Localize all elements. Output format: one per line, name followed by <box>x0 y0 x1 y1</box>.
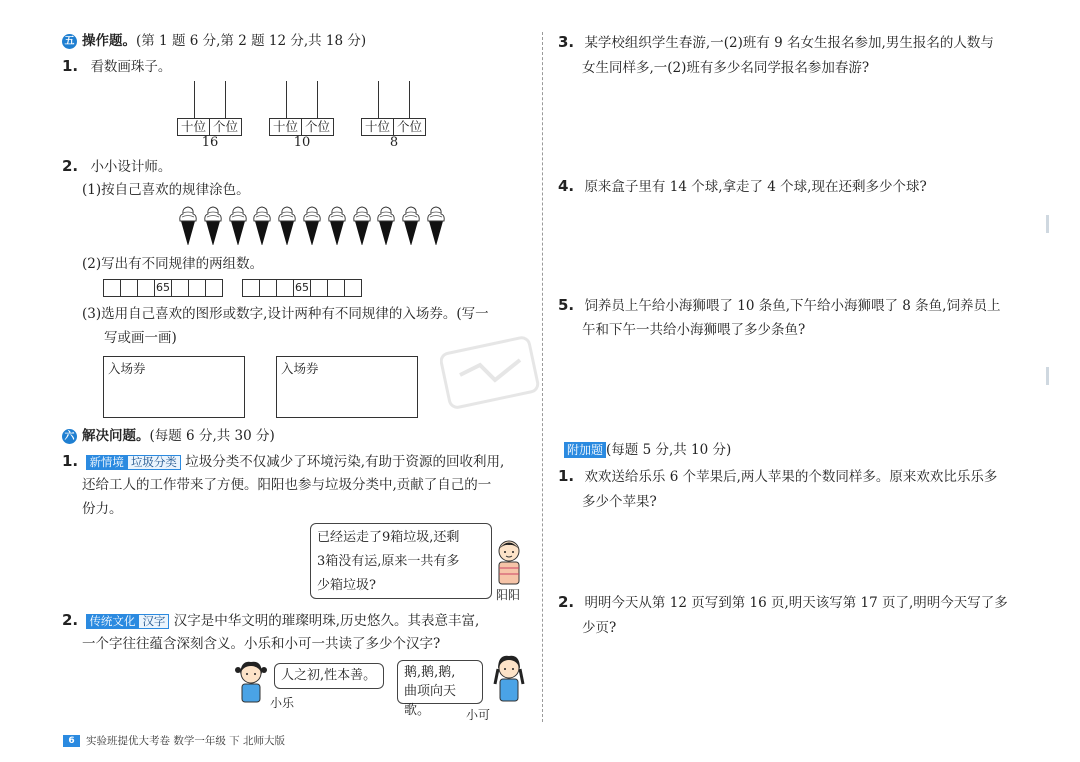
ice-cream-cone-icon[interactable] <box>376 205 396 245</box>
q5-1-number: 1. <box>62 57 79 75</box>
watermark-stamp-icon <box>440 330 540 420</box>
person-name-xiaoke: 小可 <box>466 708 491 722</box>
bonus-tag: 附加题 <box>564 442 606 458</box>
abacus-rod-tens <box>378 81 379 118</box>
bonus-header <box>564 440 731 460</box>
ice-cream-cone-icon[interactable] <box>178 205 198 245</box>
bonus-1-line1 <box>558 466 997 487</box>
section-6-badge: 六 <box>62 429 77 444</box>
q5-2-part2: (2)写出有不同规律的两组数。 <box>82 256 264 272</box>
bubble-line: 鹅,鹅,鹅, <box>404 665 456 680</box>
number-row-2 <box>242 279 362 297</box>
boy-figure-icon <box>492 538 526 590</box>
q6-2-line1 <box>62 610 479 631</box>
q6-4-line1 <box>558 176 927 197</box>
girl-figure-icon <box>233 660 269 706</box>
speech-bubble-xiaole <box>274 663 384 689</box>
q6-1-number: 1. <box>62 452 79 470</box>
bonus-2-text-line1: 明明今天从第 12 页写到第 16 页,明天该写第 17 页了,明明今天写了多 <box>584 595 1008 611</box>
abacus-rod-tens <box>194 81 195 118</box>
ice-cream-cone-icon[interactable] <box>277 205 297 245</box>
speech-bubble-xiaoke <box>397 660 483 718</box>
number-cell[interactable] <box>276 280 293 296</box>
ticket-box-1[interactable] <box>103 356 245 418</box>
abacus-number: 8 <box>389 135 399 150</box>
speech-bubble-yangyang <box>310 523 492 599</box>
number-row-1 <box>103 279 223 297</box>
footer-book-title: 实验班提优大考卷 数学一年级 下 北师大版 <box>86 735 286 747</box>
q5-2-text: 小小设计师。 <box>90 159 172 175</box>
abacus-base <box>177 118 242 136</box>
abacus-16[interactable] <box>177 71 243 155</box>
number-cell[interactable] <box>327 280 344 296</box>
q6-3-text-line1: 某学校组织学生春游,一(2)班有 9 名女生报名参加,男生报名的人数与 <box>584 35 994 51</box>
q6-2-text-line2: 一个字往往蕴含深刻含义。小乐和小可一共读了多少个汉字? <box>82 636 441 652</box>
abacus-tens-label: 十位 <box>180 119 206 134</box>
q6-3-line1 <box>558 32 994 53</box>
bubble-line: 3箱没有运,原来一共有多 <box>317 554 460 569</box>
number-cell[interactable] <box>188 280 205 296</box>
bubble-line: 人之初,性本善。 <box>281 668 377 683</box>
ice-cream-cone-icon[interactable] <box>302 205 322 245</box>
q6-4-number: 4. <box>558 177 575 195</box>
ticket-label: 入场券 <box>108 361 146 376</box>
ice-cream-cone-icon[interactable] <box>352 205 372 245</box>
number-cell[interactable] <box>171 280 188 296</box>
number-cell[interactable] <box>259 280 276 296</box>
bonus-2-line1 <box>558 592 1008 613</box>
q6-2-number: 2. <box>62 611 79 629</box>
binding-mark <box>1046 215 1049 233</box>
section-5-title: 操作题。 <box>82 33 136 49</box>
ice-cream-cone-icon[interactable] <box>252 205 272 245</box>
girl-figure-icon <box>490 654 528 704</box>
person-name-xiaole: 小乐 <box>270 696 295 710</box>
q5-1 <box>62 56 171 77</box>
abacus-10[interactable] <box>269 71 335 155</box>
number-cell[interactable] <box>243 280 259 296</box>
number-cell[interactable] <box>344 280 361 296</box>
abacus-base <box>269 118 334 136</box>
number-cell[interactable] <box>137 280 154 296</box>
abacus-tens-label: 十位 <box>364 119 390 134</box>
section-6-header <box>82 426 275 446</box>
q6-1-text-line1: 垃圾分类不仅减少了环境污染,有助于资源的回收利用, <box>185 454 505 470</box>
bonus-1-text-line1: 欢欢送给乐乐 6 个苹果后,两人苹果的个数同样多。原来欢欢比乐乐多 <box>584 469 998 485</box>
number-cell[interactable]: 65 <box>156 281 170 294</box>
q6-5-number: 5. <box>558 296 575 314</box>
abacus-ones-label: 个位 <box>393 119 425 135</box>
q5-2-part1: (1)按自己喜欢的规律涂色。 <box>82 182 250 198</box>
number-cell[interactable] <box>120 280 137 296</box>
bubble-line: 少箱垃圾? <box>317 578 376 593</box>
bubble-line: 已经运走了9箱垃圾,还剩 <box>317 530 460 545</box>
q6-1-text-line2: 还给工人的工作带来了方便。阳阳也参与垃圾分类中,贡献了自己的一 <box>82 477 492 493</box>
abacus-rod-ones <box>317 81 318 118</box>
q6-3-text-line2: 女生同样多,一(2)班有多少名同学报名参加春游? <box>582 60 870 76</box>
number-cell[interactable] <box>205 280 222 296</box>
abacus-tens-label: 十位 <box>272 119 298 134</box>
person-name-yangyang: 阳阳 <box>496 588 521 602</box>
bonus-scoring: (每题 5 分,共 10 分) <box>606 442 732 458</box>
culture-tag: 传统文化 <box>86 614 138 629</box>
number-cell[interactable] <box>310 280 327 296</box>
q6-4-text-line1: 原来盒子里有 14 个球,拿走了 4 个球,现在还剩多少个球? <box>584 179 927 195</box>
column-divider <box>542 32 543 722</box>
section-6-scoring: (每题 6 分,共 30 分) <box>149 428 275 444</box>
q6-5-line1 <box>558 295 1000 316</box>
bubble-line: 曲项向天歌。 <box>404 684 457 718</box>
q6-1-text-line3: 份力。 <box>82 501 123 517</box>
number-cell[interactable]: 65 <box>295 281 309 294</box>
bonus-2-text-line2: 少页? <box>582 620 617 636</box>
section-5-header <box>82 31 366 51</box>
topic-tag: 汉字 <box>138 614 169 629</box>
q6-2-text-line1: 汉字是中华文明的璀璨明珠,历史悠久。其表意丰富, <box>173 613 480 629</box>
ticket-box-2[interactable] <box>276 356 418 418</box>
abacus-ones-label: 个位 <box>301 119 333 135</box>
section-5-scoring: (第 1 题 6 分,第 2 题 12 分,共 18 分) <box>136 33 367 49</box>
bonus-2-number: 2. <box>558 593 575 611</box>
ice-cream-cone-icon[interactable] <box>426 205 446 245</box>
abacus-base <box>361 118 426 136</box>
abacus-rod-ones <box>225 81 226 118</box>
topic-tag: 垃圾分类 <box>127 455 181 470</box>
section-6-title: 解决问题。 <box>82 428 150 444</box>
q5-2-part3-line2: 写或画一画) <box>104 330 177 346</box>
ice-cream-cone-icon[interactable] <box>401 205 421 245</box>
q5-1-text: 看数画珠子。 <box>90 59 172 75</box>
binding-mark <box>1046 367 1049 385</box>
bonus-1-number: 1. <box>558 467 575 485</box>
bonus-1-text-line2: 多少个苹果? <box>582 494 657 510</box>
new-context-tag: 新情境 <box>86 455 127 470</box>
page-number: 6 <box>63 735 80 747</box>
ice-cream-cone-icon[interactable] <box>203 205 223 245</box>
q6-5-text-line2: 午和下午一共给小海狮喂了多少条鱼? <box>582 322 806 338</box>
q5-2-number: 2. <box>62 157 79 175</box>
q6-5-text-line1: 饲养员上午给小海狮喂了 10 条鱼,下午给小海狮喂了 8 条鱼,饲养员上 <box>584 298 1001 314</box>
q6-1-line1 <box>62 451 504 472</box>
abacus-rod-ones <box>409 81 410 118</box>
q5-2-part3-line1: (3)选用自己喜欢的图形或数字,设计两种有不同规律的入场券。(写一 <box>82 306 489 322</box>
abacus-number: 10 <box>293 135 311 150</box>
abacus-8[interactable] <box>361 71 427 155</box>
number-cell[interactable] <box>104 280 120 296</box>
q5-2 <box>62 156 171 177</box>
ticket-label: 入场券 <box>281 361 319 376</box>
q6-3-number: 3. <box>558 33 575 51</box>
abacus-number: 16 <box>201 135 219 150</box>
abacus-rod-tens <box>286 81 287 118</box>
ice-cream-cone-icon[interactable] <box>327 205 347 245</box>
ice-cream-cone-icon[interactable] <box>228 205 248 245</box>
abacus-ones-label: 个位 <box>209 119 241 135</box>
section-5-badge: 五 <box>62 34 77 49</box>
